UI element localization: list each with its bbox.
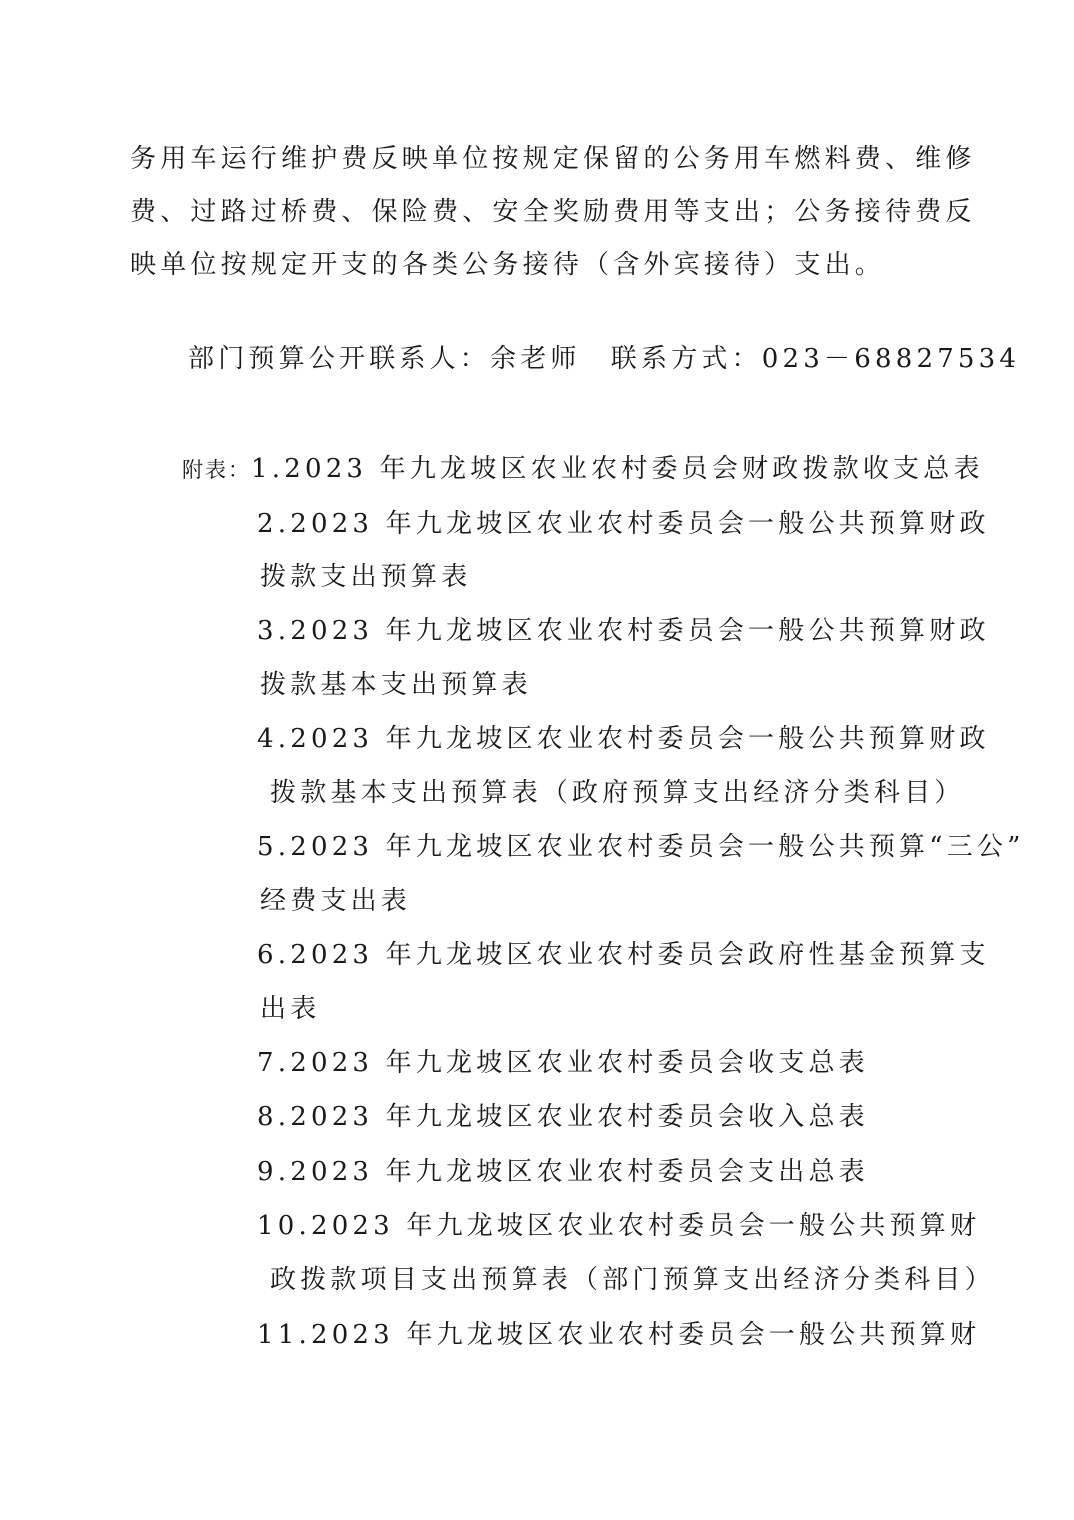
attachment-item-6: 6.2023 年九龙坡区农业农村委员会政府性基金预算支 bbox=[257, 940, 990, 970]
attachment-item-2-cont: 拨款支出预算表 bbox=[260, 562, 472, 592]
attachment-item-8: 8.2023 年九龙坡区农业农村委员会收入总表 bbox=[257, 1102, 869, 1132]
paragraph-line: 费、过路过桥费、保险费、安全奖励费用等支出；公务接待费反 bbox=[130, 197, 976, 227]
attachment-item-2: 2.2023 年九龙坡区农业农村委员会一般公共预算财政 bbox=[257, 509, 990, 539]
attachment-item-9: 9.2023 年九龙坡区农业农村委员会支出总表 bbox=[257, 1157, 869, 1187]
attachment-prefix: 附表： bbox=[182, 458, 251, 482]
attachment-item-4: 4.2023 年九龙坡区农业农村委员会一般公共预算财政 bbox=[257, 724, 990, 754]
attachment-item-6-cont: 出表 bbox=[260, 994, 321, 1024]
attachment-item-5-cont: 经费支出表 bbox=[260, 886, 412, 916]
attachment-title: 1.2023 年九龙坡区农业农村委员会财政拨款收支总表 bbox=[251, 454, 984, 484]
attachment-item-10-cont: 政拨款项目支出预算表（部门预算支出经济分类科目） bbox=[270, 1265, 995, 1295]
attachment-item-5: 5.2023 年九龙坡区农业农村委员会一般公共预算“三公” bbox=[257, 832, 1025, 862]
paragraph-line: 映单位按规定开支的各类公务接待（含外宾接待）支出。 bbox=[130, 250, 886, 280]
attachment-item-4-cont: 拨款基本支出预算表（政府预算支出经济分类科目） bbox=[270, 778, 965, 808]
attachment-item-11: 11.2023 年九龙坡区农业农村委员会一般公共预算财 bbox=[257, 1320, 981, 1350]
attachment-item-3-cont: 拨款基本支出预算表 bbox=[260, 670, 532, 700]
attachment-item-10: 10.2023 年九龙坡区农业农村委员会一般公共预算财 bbox=[257, 1211, 981, 1241]
attachment-item-3: 3.2023 年九龙坡区农业农村委员会一般公共预算财政 bbox=[257, 616, 990, 646]
paragraph-line: 务用车运行维护费反映单位按规定保留的公务用车燃料费、维修 bbox=[130, 144, 976, 174]
contact-line: 部门预算公开联系人：余老师 联系方式：023－68827534 bbox=[188, 344, 1021, 374]
attachment-item-7: 7.2023 年九龙坡区农业农村委员会收支总表 bbox=[257, 1048, 869, 1078]
attachment-item-1 bbox=[182, 452, 984, 487]
